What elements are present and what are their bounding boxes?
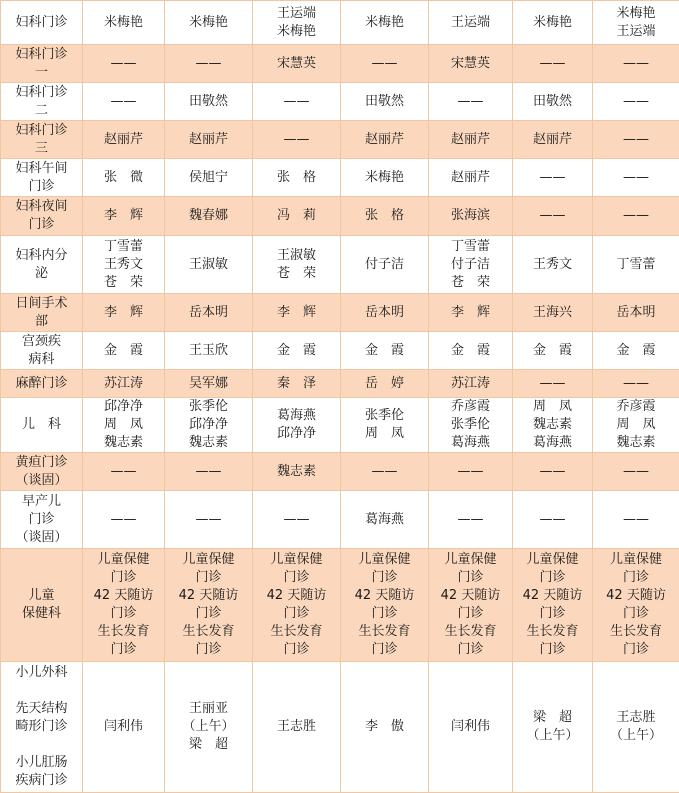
schedule-cell: 魏志素 bbox=[253, 453, 341, 491]
table-row bbox=[1, 332, 679, 370]
department-cell: 妇科午间 门诊 bbox=[1, 159, 83, 197]
schedule-cell: 闫利伟 bbox=[429, 662, 513, 793]
schedule-cell: 岳本明 bbox=[593, 294, 679, 332]
department-cell: 妇科门诊 三 bbox=[1, 121, 83, 159]
schedule-cell: 冯 莉 bbox=[253, 197, 341, 236]
schedule-cell: 儿童保健 门诊 42 天随访 门诊 生长发育 门诊 bbox=[83, 549, 165, 662]
table-row bbox=[1, 398, 679, 453]
department-cell: 麻醉门诊 bbox=[1, 370, 83, 398]
schedule-cell: 岳本明 bbox=[341, 294, 429, 332]
table-row bbox=[1, 1, 679, 45]
department-cell: 妇科门诊 一 bbox=[1, 45, 83, 83]
schedule-cell: 李 辉 bbox=[83, 294, 165, 332]
schedule-cell: 赵丽芹 bbox=[341, 121, 429, 159]
schedule-cell: 赵丽芹 bbox=[429, 159, 513, 197]
schedule-cell: 米梅艳 bbox=[341, 1, 429, 45]
schedule-cell: 张 微 bbox=[83, 159, 165, 197]
department-cell: 儿 科 bbox=[1, 398, 83, 453]
schedule-cell: 付子洁 bbox=[341, 236, 429, 294]
schedule-cell: —— bbox=[429, 491, 513, 549]
department-cell: 日间手术 部 bbox=[1, 294, 83, 332]
table-row bbox=[1, 236, 679, 294]
table-row bbox=[1, 370, 679, 398]
schedule-cell: 苏江涛 bbox=[429, 370, 513, 398]
schedule-cell: —— bbox=[513, 197, 593, 236]
schedule-cell: 田敬然 bbox=[165, 83, 253, 121]
schedule-cell: —— bbox=[83, 45, 165, 83]
schedule-cell: 王志胜 （上午） bbox=[593, 662, 679, 793]
schedule-cell: —— bbox=[513, 491, 593, 549]
schedule-cell: —— bbox=[341, 453, 429, 491]
table-row bbox=[1, 121, 679, 159]
schedule-cell: 梁 超 （上午） bbox=[513, 662, 593, 793]
schedule-cell: 儿童保健 门诊 42 天随访 门诊 生长发育 门诊 bbox=[593, 549, 679, 662]
table-row bbox=[1, 197, 679, 236]
schedule-cell: 张季伦 邱净净 魏志素 bbox=[165, 398, 253, 453]
schedule-cell: 李 辉 bbox=[253, 294, 341, 332]
schedule-cell: 王淑敏 bbox=[165, 236, 253, 294]
schedule-cell: 宋慧英 bbox=[429, 45, 513, 83]
schedule-cell: 赵丽芹 bbox=[83, 121, 165, 159]
schedule-cell: 李 辉 bbox=[429, 294, 513, 332]
schedule-cell: 儿童保健 门诊 42 天随访 门诊 生长发育 门诊 bbox=[253, 549, 341, 662]
schedule-cell: 丁雪蕾 王秀文 苍 荣 bbox=[83, 236, 165, 294]
schedule-cell: —— bbox=[253, 491, 341, 549]
schedule-cell: 王玉欣 bbox=[165, 332, 253, 370]
schedule-cell: —— bbox=[593, 121, 679, 159]
schedule-cell: 金 霞 bbox=[513, 332, 593, 370]
schedule-body bbox=[1, 1, 679, 793]
schedule-cell: 王秀文 bbox=[513, 236, 593, 294]
schedule-cell: 周 凤 魏志素 葛海燕 bbox=[513, 398, 593, 453]
schedule-cell: 王志胜 bbox=[253, 662, 341, 793]
schedule-cell: —— bbox=[83, 453, 165, 491]
schedule-cell: 乔彦霞 张季伦 葛海燕 bbox=[429, 398, 513, 453]
schedule-cell: 赵丽芹 bbox=[429, 121, 513, 159]
schedule-cell: 苏江涛 bbox=[83, 370, 165, 398]
schedule-cell: 赵丽芹 bbox=[513, 121, 593, 159]
schedule-cell: 吴军娜 bbox=[165, 370, 253, 398]
department-cell: 黄疸门诊 （谈固） bbox=[1, 453, 83, 491]
schedule-cell: 米梅艳 bbox=[165, 1, 253, 45]
department-cell: 小儿外科 先天结构 畸形门诊 小儿肛肠 疾病门诊 bbox=[1, 662, 83, 793]
schedule-cell: 魏春娜 bbox=[165, 197, 253, 236]
department-cell: 早产儿 门诊 （谈固） bbox=[1, 491, 83, 549]
schedule-cell: 王淑敏 苍 荣 bbox=[253, 236, 341, 294]
schedule-cell: —— bbox=[83, 83, 165, 121]
schedule-cell: —— bbox=[593, 491, 679, 549]
schedule-cell: 李 傲 bbox=[341, 662, 429, 793]
schedule-cell: 儿童保健 门诊 42 天随访 门诊 生长发育 门诊 bbox=[341, 549, 429, 662]
schedule-cell: —— bbox=[593, 197, 679, 236]
schedule-cell: 张季伦 周 凤 bbox=[341, 398, 429, 453]
department-cell: 宫颈疾 病科 bbox=[1, 332, 83, 370]
schedule-cell: —— bbox=[429, 83, 513, 121]
schedule-cell: —— bbox=[253, 121, 341, 159]
table-row bbox=[1, 45, 679, 83]
schedule-cell: —— bbox=[83, 491, 165, 549]
table-row bbox=[1, 159, 679, 197]
schedule-cell: 金 霞 bbox=[341, 332, 429, 370]
schedule-cell: 米梅艳 bbox=[341, 159, 429, 197]
schedule-cell: —— bbox=[593, 83, 679, 121]
schedule-cell: 金 霞 bbox=[253, 332, 341, 370]
schedule-cell: 田敬然 bbox=[513, 83, 593, 121]
schedule-cell: 乔彦霞 周 凤 魏志素 bbox=[593, 398, 679, 453]
schedule-cell: 王海兴 bbox=[513, 294, 593, 332]
schedule-cell: —— bbox=[513, 159, 593, 197]
schedule-cell: 田敬然 bbox=[341, 83, 429, 121]
table-row bbox=[1, 549, 679, 662]
table-row bbox=[1, 453, 679, 491]
schedule-cell: —— bbox=[513, 453, 593, 491]
schedule-cell: —— bbox=[429, 453, 513, 491]
schedule-cell: —— bbox=[593, 159, 679, 197]
schedule-cell: —— bbox=[253, 83, 341, 121]
department-cell: 妇科夜间 门诊 bbox=[1, 197, 83, 236]
schedule-cell: 侯旭宁 bbox=[165, 159, 253, 197]
schedule-cell: 米梅艳 bbox=[83, 1, 165, 45]
schedule-cell: 邱净净 周 凤 魏志素 bbox=[83, 398, 165, 453]
schedule-cell: 岳本明 bbox=[165, 294, 253, 332]
schedule-cell: 儿童保健 门诊 42 天随访 门诊 生长发育 门诊 bbox=[513, 549, 593, 662]
schedule-cell: 岳 婷 bbox=[341, 370, 429, 398]
schedule-cell: 葛海燕 邱净净 bbox=[253, 398, 341, 453]
department-cell: 妇科门诊 二 bbox=[1, 83, 83, 121]
schedule-cell: 米梅艳 王运端 bbox=[593, 1, 679, 45]
schedule-cell: 赵丽芹 bbox=[165, 121, 253, 159]
schedule-cell: 丁雪蕾 bbox=[593, 236, 679, 294]
schedule-cell: 金 霞 bbox=[429, 332, 513, 370]
schedule-cell: —— bbox=[513, 370, 593, 398]
schedule-cell: 王运端 bbox=[429, 1, 513, 45]
schedule-cell: 李 辉 bbox=[83, 197, 165, 236]
table-row bbox=[1, 83, 679, 121]
schedule-cell: 张 格 bbox=[341, 197, 429, 236]
schedule-cell: 王丽亚 （上午） 梁 超 bbox=[165, 662, 253, 793]
schedule-cell: —— bbox=[165, 453, 253, 491]
schedule-cell: —— bbox=[341, 45, 429, 83]
schedule-cell: —— bbox=[593, 45, 679, 83]
table-row bbox=[1, 294, 679, 332]
department-cell: 儿童 保健科 bbox=[1, 549, 83, 662]
schedule-cell: 儿童保健 门诊 42 天随访 门诊 生长发育 门诊 bbox=[429, 549, 513, 662]
schedule-cell: —— bbox=[513, 45, 593, 83]
schedule-cell: 秦 泽 bbox=[253, 370, 341, 398]
table-row bbox=[1, 662, 679, 793]
schedule-cell: 张 格 bbox=[253, 159, 341, 197]
schedule-cell: —— bbox=[593, 370, 679, 398]
schedule-cell: 金 霞 bbox=[593, 332, 679, 370]
schedule-cell: 闫利伟 bbox=[83, 662, 165, 793]
table-row bbox=[1, 491, 679, 549]
schedule-cell: 王运端 米梅艳 bbox=[253, 1, 341, 45]
department-cell: 妇科门诊 bbox=[1, 1, 83, 45]
department-cell: 妇科内分 泌 bbox=[1, 236, 83, 294]
schedule-cell: 张海滨 bbox=[429, 197, 513, 236]
schedule-cell: 米梅艳 bbox=[513, 1, 593, 45]
schedule-cell: 宋慧英 bbox=[253, 45, 341, 83]
schedule-cell: —— bbox=[593, 453, 679, 491]
schedule-cell: 葛海燕 bbox=[341, 491, 429, 549]
schedule-cell: 儿童保健 门诊 42 天随访 门诊 生长发育 门诊 bbox=[165, 549, 253, 662]
schedule-cell: 丁雪蕾 付子洁 苍 荣 bbox=[429, 236, 513, 294]
schedule-cell: 金 霞 bbox=[83, 332, 165, 370]
schedule-cell: —— bbox=[165, 45, 253, 83]
schedule-cell: —— bbox=[165, 491, 253, 549]
